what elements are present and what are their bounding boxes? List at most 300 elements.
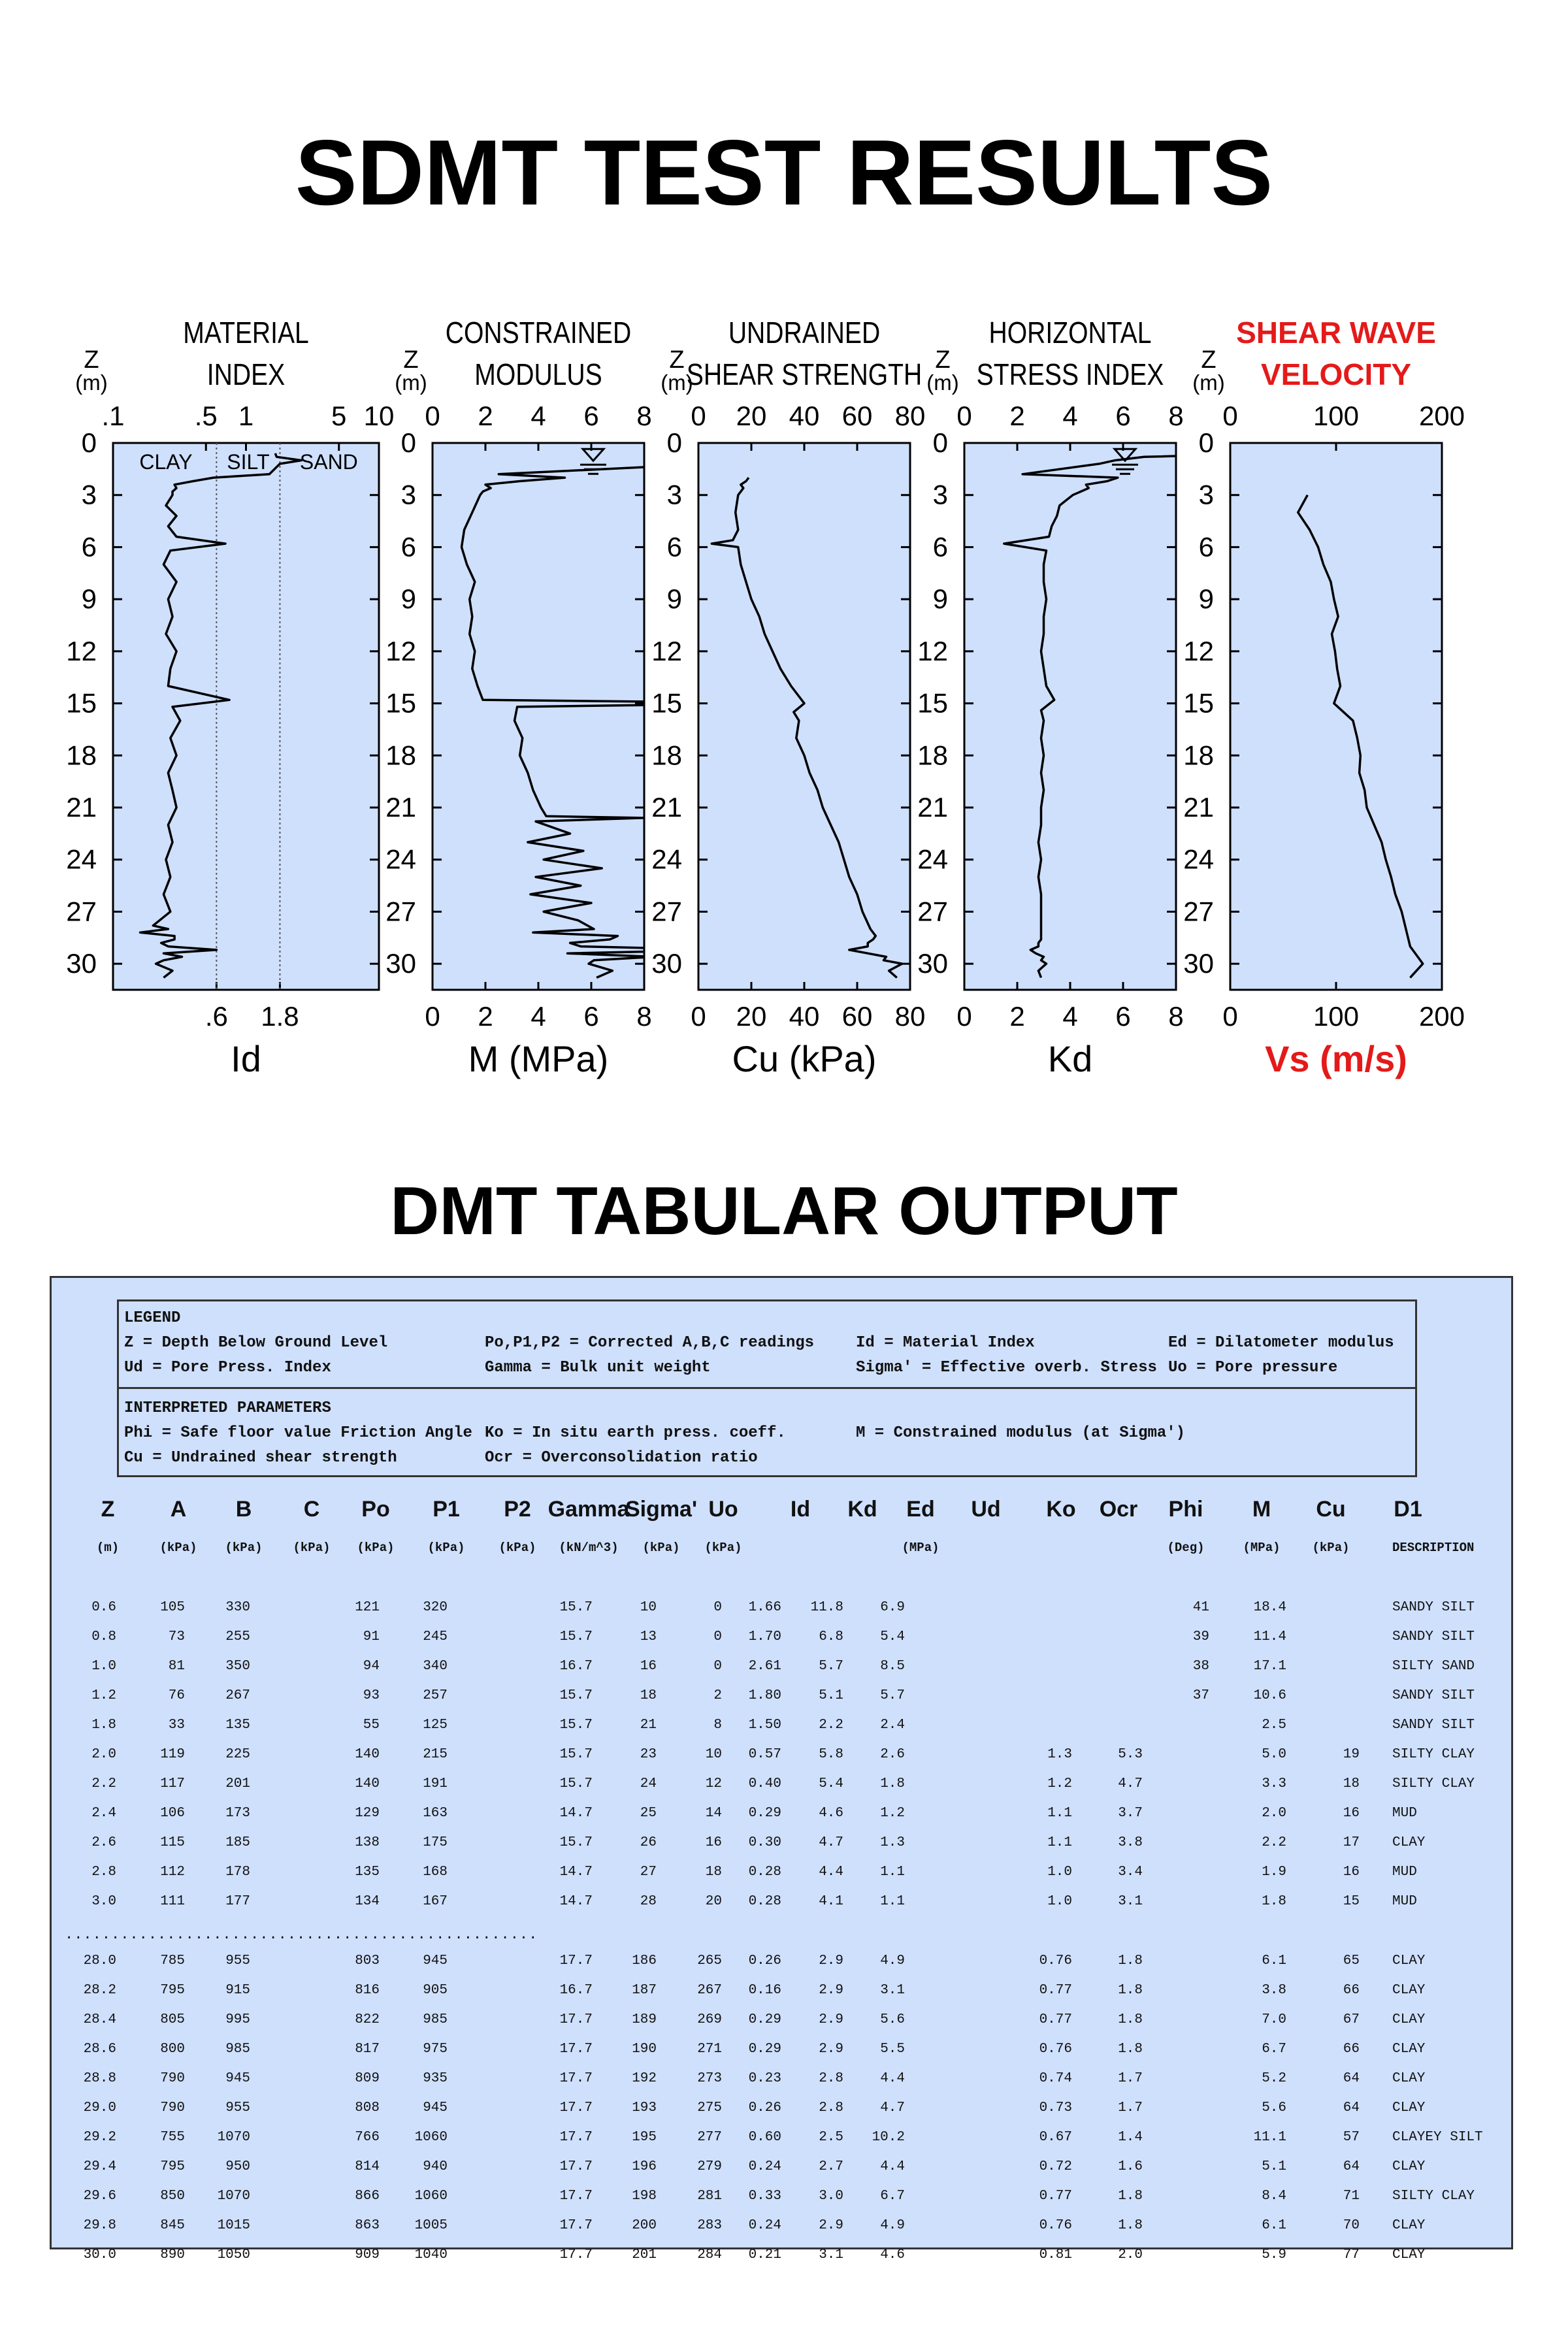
depth-tick-label: 9 [81, 583, 97, 615]
table-cell: 1.8 [1118, 1983, 1143, 1998]
table-cell: 198 [632, 2189, 657, 2204]
depth-tick-label: 9 [1198, 583, 1214, 615]
table-cell: 809 [355, 2071, 380, 2086]
table-cell: 0.6 [91, 1600, 116, 1615]
x-top-tick-label: 8 [636, 400, 652, 431]
table-cell: 5.4 [819, 1776, 843, 1791]
table-cell: 1.1 [1047, 1835, 1072, 1850]
depth-tick-label: 30 [917, 948, 948, 979]
table-cell: 0.76 [1039, 2042, 1072, 2057]
table-cell: 935 [423, 2071, 448, 2086]
table-cell: 17.7 [559, 2130, 593, 2145]
depth-tick-label: 21 [385, 792, 416, 823]
depth-tick-label: 24 [66, 843, 97, 875]
table-cell: 29.2 [83, 2130, 116, 2145]
table-cell: 1.8 [1118, 2012, 1143, 2027]
table-cell: 850 [160, 2189, 185, 2204]
table-cell: 265 [697, 1953, 722, 1968]
table-cell: 1.2 [1047, 1776, 1072, 1791]
table-cell: 0.26 [748, 2100, 781, 2115]
column-header: Sigma' [625, 1497, 698, 1522]
x-top-tick-label: 4 [1062, 400, 1078, 431]
table-cell: 41 [1192, 1600, 1209, 1615]
table-cell: CLAY [1392, 2071, 1426, 2086]
table-cell: 105 [160, 1600, 185, 1615]
legend-box [117, 1299, 1417, 1477]
depth-tick-label: 15 [917, 687, 948, 719]
column-header: P2 [504, 1497, 531, 1522]
depth-tick-label: 27 [66, 896, 97, 927]
x-bottom-tick-label: 40 [789, 1001, 820, 1032]
table-cell: 2.0 [91, 1747, 116, 1762]
table-cell: 27 [640, 1865, 657, 1880]
plot-title-line: VELOCITY [1260, 357, 1412, 391]
table-cell: 1.0 [1047, 1865, 1072, 1880]
depth-axis-label: Z [669, 346, 685, 374]
table-cell: 803 [355, 1953, 380, 1968]
table-cell: 7.0 [1262, 2012, 1286, 2027]
table-cell: 6.7 [880, 2189, 905, 2204]
depth-tick-label: 15 [651, 687, 682, 719]
table-cell: 245 [423, 1629, 448, 1644]
table-cell: 11.1 [1253, 2130, 1286, 2145]
x-bottom-tick-label: 0 [691, 1001, 706, 1032]
table-cell: 1015 [217, 2218, 250, 2233]
table-cell: 340 [423, 1659, 448, 1674]
table-cell: 17.7 [559, 2100, 593, 2115]
table-cell: 2.8 [819, 2100, 843, 2115]
x-bottom-tick-label: 6 [583, 1001, 599, 1032]
table-cell: 0.28 [748, 1865, 781, 1880]
table-cell: 195 [632, 2130, 657, 2145]
depth-axis-unit: (m) [395, 370, 427, 395]
depth-axis-unit: (m) [926, 370, 959, 395]
depth-tick-label: 18 [651, 740, 682, 771]
x-top-tick-label: 0 [1222, 400, 1238, 431]
depth-tick-label: 0 [666, 427, 682, 458]
column-unit: (kPa) [498, 1541, 536, 1555]
x-bottom-tick-label: 20 [736, 1001, 767, 1032]
table-cell: 5.7 [819, 1659, 843, 1674]
legend-entry: Id = Material Index [856, 1334, 1035, 1352]
x-top-tick-label: 10 [363, 400, 395, 431]
table-cell: 19 [1343, 1747, 1360, 1762]
table-cell: 65 [1343, 1953, 1360, 1968]
plot-title-line: SHEAR WAVE [1236, 316, 1436, 350]
table-cell: 1.2 [91, 1688, 116, 1703]
table-separator: ................................................... [65, 1927, 538, 1943]
table-cell: 14 [705, 1806, 722, 1821]
column-unit: (kN/m^3) [559, 1541, 619, 1555]
table-cell: 1.8 [880, 1776, 905, 1791]
x-bottom-tick-label: .6 [204, 1001, 228, 1032]
x-top-tick-label: 6 [1115, 400, 1131, 431]
table-cell: 28.6 [83, 2042, 116, 2057]
table-cell: 14.7 [559, 1806, 593, 1821]
x-bottom-tick-label: 1.8 [261, 1001, 299, 1032]
depth-axis-label: Z [935, 346, 951, 374]
depth-tick-label: 24 [1183, 843, 1214, 875]
table-cell: 1.7 [1118, 2100, 1143, 2115]
table-cell: 6.1 [1262, 1953, 1286, 1968]
table-cell: SANDY SILT [1392, 1600, 1475, 1615]
depth-tick-label: 21 [917, 792, 948, 823]
plot-panel-3 [651, 316, 925, 1079]
table-cell: 1.3 [880, 1835, 905, 1850]
x-bottom-tick-label: 2 [478, 1001, 493, 1032]
table-cell: 117 [160, 1776, 185, 1791]
table-cell: 755 [160, 2130, 185, 2145]
table-cell: 995 [225, 2012, 250, 2027]
table-cell: 1.3 [1047, 1747, 1072, 1762]
depth-tick-label: 21 [1183, 792, 1214, 823]
table-cell: 2.9 [819, 2218, 843, 2233]
column-header: Phi [1168, 1497, 1203, 1522]
table-cell: 805 [160, 2012, 185, 2027]
depth-tick-label: 21 [651, 792, 682, 823]
x-top-tick-label: 60 [841, 400, 873, 431]
table-cell: 1.1 [1047, 1806, 1072, 1821]
x-axis-label: Kd [1047, 1038, 1093, 1079]
table-cell: 790 [160, 2071, 185, 2086]
table-cell: 1.50 [748, 1718, 781, 1733]
table-cell: 1.1 [880, 1894, 905, 1909]
table-cell: 269 [697, 2012, 722, 2027]
depth-tick-label: 0 [932, 427, 948, 458]
table-cell: 15.7 [559, 1688, 593, 1703]
x-bottom-tick-label: 0 [1222, 1001, 1238, 1032]
table-cell: SILTY CLAY [1392, 1776, 1475, 1791]
table-cell: 177 [225, 1894, 250, 1909]
table-cell: 275 [697, 2100, 722, 2115]
zone-label-clay: CLAY [139, 450, 193, 474]
table-cell: SANDY SILT [1392, 1629, 1475, 1644]
depth-tick-label: 6 [400, 531, 416, 563]
column-unit: (kPa) [704, 1541, 742, 1555]
table-cell: 29.0 [83, 2100, 116, 2115]
table-cell: 15.7 [559, 1600, 593, 1615]
table-cell: 2.0 [1118, 2247, 1143, 2262]
table-cell: 18 [640, 1688, 657, 1703]
depth-tick-label: 6 [81, 531, 97, 563]
legend-entry: Po,P1,P2 = Corrected A,B,C readings [485, 1334, 815, 1352]
table-cell: 0.77 [1039, 2189, 1072, 2204]
plot-title-line: UNDRAINED [728, 316, 881, 350]
depth-tick-label: 24 [385, 843, 416, 875]
column-unit: (MPa) [1243, 1541, 1281, 1555]
depth-tick-label: 0 [81, 427, 97, 458]
table-cell: 71 [1343, 2189, 1360, 2204]
plot-title-line: HORIZONTAL [988, 316, 1152, 350]
table-cell: 0.24 [748, 2218, 781, 2233]
table-cell: 1.8 [1118, 2042, 1143, 2057]
legend-divider [119, 1387, 1415, 1389]
table-cell: CLAY [1392, 2100, 1426, 2115]
table-cell: 0 [713, 1600, 722, 1615]
table-cell: 1.8 [91, 1718, 116, 1733]
table-cell: 186 [632, 1953, 657, 1968]
depth-axis-unit: (m) [75, 370, 108, 395]
depth-tick-label: 15 [385, 687, 416, 719]
x-top-tick-label: 0 [425, 400, 440, 431]
depth-axis-unit: (m) [661, 370, 693, 395]
table-cell: 4.4 [880, 2159, 905, 2174]
depth-tick-label: 12 [917, 635, 948, 666]
table-cell: 178 [225, 1865, 250, 1880]
table-cell: 135 [355, 1865, 380, 1880]
table-cell: 4.4 [819, 1865, 843, 1880]
depth-tick-label: 18 [917, 740, 948, 771]
table-cell: 18 [1343, 1776, 1360, 1791]
column-header: Id [790, 1497, 811, 1522]
depth-tick-label: 3 [400, 479, 416, 510]
table-cell: 267 [697, 1983, 722, 1998]
table-cell: 15 [1343, 1894, 1360, 1909]
table-cell: 863 [355, 2218, 380, 2233]
table-cell: 3.8 [1118, 1835, 1143, 1850]
plot-area [964, 443, 1176, 990]
table-cell: 1070 [217, 2130, 250, 2145]
table-cell: 28.4 [83, 2012, 116, 2027]
x-top-tick-label: 200 [1418, 400, 1465, 431]
table-cell: 3.1 [819, 2247, 843, 2262]
table-cell: 1040 [414, 2247, 448, 2262]
table-cell: 2.5 [819, 2130, 843, 2145]
table-cell: 189 [632, 2012, 657, 2027]
x-bottom-tick-label: 4 [531, 1001, 546, 1032]
table-cell: 112 [160, 1865, 185, 1880]
table-cell: 23 [640, 1747, 657, 1762]
column-header: A [170, 1497, 187, 1522]
column-header: D1 [1394, 1497, 1422, 1522]
table-cell: 0.73 [1039, 2100, 1072, 2115]
table-cell: 94 [363, 1659, 380, 1674]
table-cell: 190 [632, 2042, 657, 2057]
table-cell: 816 [355, 1983, 380, 1998]
table-cell: 909 [355, 2247, 380, 2262]
depth-tick-label: 6 [666, 531, 682, 563]
column-header: Z [101, 1497, 115, 1522]
table-cell: 945 [225, 2071, 250, 2086]
table-cell: 0.77 [1039, 2012, 1072, 2027]
depth-tick-label: 12 [1183, 635, 1214, 666]
table-cell: 0.29 [748, 1806, 781, 1821]
table-cell: 2.2 [819, 1718, 843, 1733]
table-cell: SANDY SILT [1392, 1718, 1475, 1733]
table-cell: 795 [160, 1983, 185, 1998]
table-cell: CLAY [1392, 1983, 1426, 1998]
table-cell: 175 [423, 1835, 448, 1850]
depth-tick-label: 9 [932, 583, 948, 615]
interpreted-title: INTERPRETED PARAMETERS [124, 1399, 331, 1417]
table-cell: 173 [225, 1806, 250, 1821]
table-cell: 215 [423, 1747, 448, 1762]
table-cell: 66 [1343, 1983, 1360, 1998]
table-cell: 140 [355, 1747, 380, 1762]
column-header: M [1252, 1497, 1271, 1522]
table-cell: 3.0 [819, 2189, 843, 2204]
table-cell: 975 [423, 2042, 448, 2057]
table-cell: 0.26 [748, 1953, 781, 1968]
table-cell: MUD [1392, 1865, 1417, 1880]
table-cell: 940 [423, 2159, 448, 2174]
table-cell: 950 [225, 2159, 250, 2174]
table-cell: 24 [640, 1776, 657, 1791]
table-cell: 0.33 [748, 2189, 781, 2204]
column-unit: (kPa) [159, 1541, 197, 1555]
table-cell: 18 [705, 1865, 722, 1880]
depth-tick-label: 30 [385, 948, 416, 979]
depth-tick-label: 27 [385, 896, 416, 927]
table-cell: 17.7 [559, 2042, 593, 2057]
depth-tick-label: 18 [1183, 740, 1214, 771]
table-cell: 1.66 [748, 1600, 781, 1615]
table-cell: 37 [1192, 1688, 1209, 1703]
x-top-tick-label: 1 [238, 400, 254, 431]
table-cell: 3.0 [91, 1894, 116, 1909]
table-cell: 168 [423, 1865, 448, 1880]
depth-tick-label: 27 [917, 896, 948, 927]
table-cell: 808 [355, 2100, 380, 2115]
table-cell: 1.0 [91, 1659, 116, 1674]
table-cell: CLAY [1392, 2159, 1426, 2174]
table-cell: 350 [225, 1659, 250, 1674]
x-bottom-tick-label: 200 [1418, 1001, 1465, 1032]
table-cell: 1.8 [1262, 1894, 1286, 1909]
table-cell: 28 [640, 1894, 657, 1909]
table-cell: 129 [355, 1806, 380, 1821]
table-cell: 1.8 [1118, 1953, 1143, 1968]
table-cell: 1.8 [1118, 2218, 1143, 2233]
column-header: Ud [971, 1497, 1001, 1522]
depth-tick-label: 27 [651, 896, 682, 927]
table-cell: 115 [160, 1835, 185, 1850]
table-cell: 17.7 [559, 2159, 593, 2174]
table-cell: 14.7 [559, 1894, 593, 1909]
depth-tick-label: 12 [385, 635, 416, 666]
table-cell: 1005 [414, 2218, 448, 2233]
legend-entry: Uo = Pore pressure [1168, 1359, 1338, 1377]
table-cell: 119 [160, 1747, 185, 1762]
table-cell: CLAY [1392, 2247, 1426, 2262]
table-cell: 4.7 [1118, 1776, 1143, 1791]
table-cell: 20 [705, 1894, 722, 1909]
legend-title: LEGEND [124, 1309, 181, 1327]
table-cell: 985 [225, 2042, 250, 2057]
table-cell: 257 [423, 1688, 448, 1703]
table-cell: 255 [225, 1629, 250, 1644]
column-unit: (kPa) [225, 1541, 263, 1555]
x-top-tick-label: 80 [894, 400, 926, 431]
table-cell: 0.74 [1039, 2071, 1072, 2086]
table-cell: 10.2 [872, 2130, 905, 2145]
column-unit: (m) [96, 1541, 120, 1555]
table-cell: 1.4 [1118, 2130, 1143, 2145]
table-cell: 191 [423, 1776, 448, 1791]
table-cell: 111 [160, 1894, 185, 1909]
table-cell: 10.6 [1253, 1688, 1286, 1703]
table-cell: 201 [225, 1776, 250, 1791]
table-cell: 0.29 [748, 2012, 781, 2027]
table-cell: 11.8 [810, 1600, 843, 1615]
table-cell: 73 [168, 1629, 185, 1644]
depth-tick-label: 18 [66, 740, 97, 771]
table-cell: 2.9 [819, 2012, 843, 2027]
depth-tick-label: 24 [917, 843, 948, 875]
table-cell: 15.7 [559, 1629, 593, 1644]
table-cell: 17.7 [559, 2071, 593, 2086]
depth-tick-label: 30 [1183, 948, 1214, 979]
depth-tick-label: 3 [1198, 479, 1214, 510]
table-cell: 2.9 [819, 1953, 843, 1968]
table-cell: 277 [697, 2130, 722, 2145]
table-cell: 1.8 [1118, 2189, 1143, 2204]
table-cell: 4.6 [819, 1806, 843, 1821]
table-cell: 135 [225, 1718, 250, 1733]
column-header: Ko [1046, 1497, 1076, 1522]
table-cell: 16 [705, 1835, 722, 1850]
table-cell: 2.4 [880, 1718, 905, 1733]
table-cell: 17 [1343, 1835, 1360, 1850]
table-cell: SILTY CLAY [1392, 1747, 1475, 1762]
table-cell: 17.7 [559, 2247, 593, 2262]
table-cell: 93 [363, 1688, 380, 1703]
depth-tick-label: 3 [932, 479, 948, 510]
column-header: C [303, 1497, 320, 1522]
table-cell: 2.9 [819, 2042, 843, 2057]
table-cell: 10 [640, 1600, 657, 1615]
table-cell: 0.23 [748, 2071, 781, 2086]
depth-tick-label: 9 [400, 583, 416, 615]
table-cell: 3.1 [880, 1983, 905, 1998]
table-cell: 985 [423, 2012, 448, 2027]
x-top-tick-label: 0 [956, 400, 972, 431]
depth-tick-label: 27 [1183, 896, 1214, 927]
table-cell: 795 [160, 2159, 185, 2174]
column-unit: (MPa) [902, 1541, 939, 1555]
table-cell: 273 [697, 2071, 722, 2086]
table-cell: 1060 [414, 2130, 448, 2145]
column-unit: (kPa) [293, 1541, 331, 1555]
table-cell: 140 [355, 1776, 380, 1791]
plot-title-line: SHEAR STRENGTH [686, 358, 923, 392]
table-cell: 6.7 [1262, 2042, 1286, 2057]
interpreted-entry: Ko = In situ earth press. coeff. [485, 1424, 786, 1442]
column-unit: (kPa) [1312, 1541, 1350, 1555]
depth-axis-label: Z [1201, 346, 1217, 374]
table-cell: 10 [705, 1747, 722, 1762]
table-cell: 163 [423, 1806, 448, 1821]
table-cell: 17.1 [1253, 1659, 1286, 1674]
table-cell: 8.4 [1262, 2189, 1286, 2204]
table-cell: 185 [225, 1835, 250, 1850]
table-cell: 64 [1343, 2159, 1360, 2174]
x-axis-label: Id [231, 1038, 261, 1079]
table-cell: 905 [423, 1983, 448, 1998]
column-header: B [235, 1497, 252, 1522]
table-cell: 5.5 [880, 2042, 905, 2057]
table-cell: 1.7 [1118, 2071, 1143, 2086]
x-top-tick-label: .5 [194, 400, 218, 431]
table-cell: 0.76 [1039, 2218, 1072, 2233]
table-cell: 12 [705, 1776, 722, 1791]
table-cell: 3.4 [1118, 1865, 1143, 1880]
table-cell: 187 [632, 1983, 657, 1998]
table-cell: 814 [355, 2159, 380, 2174]
table-cell: 121 [355, 1600, 380, 1615]
table-cell: 16.7 [559, 1659, 593, 1674]
table-cell: 77 [1343, 2247, 1360, 2262]
